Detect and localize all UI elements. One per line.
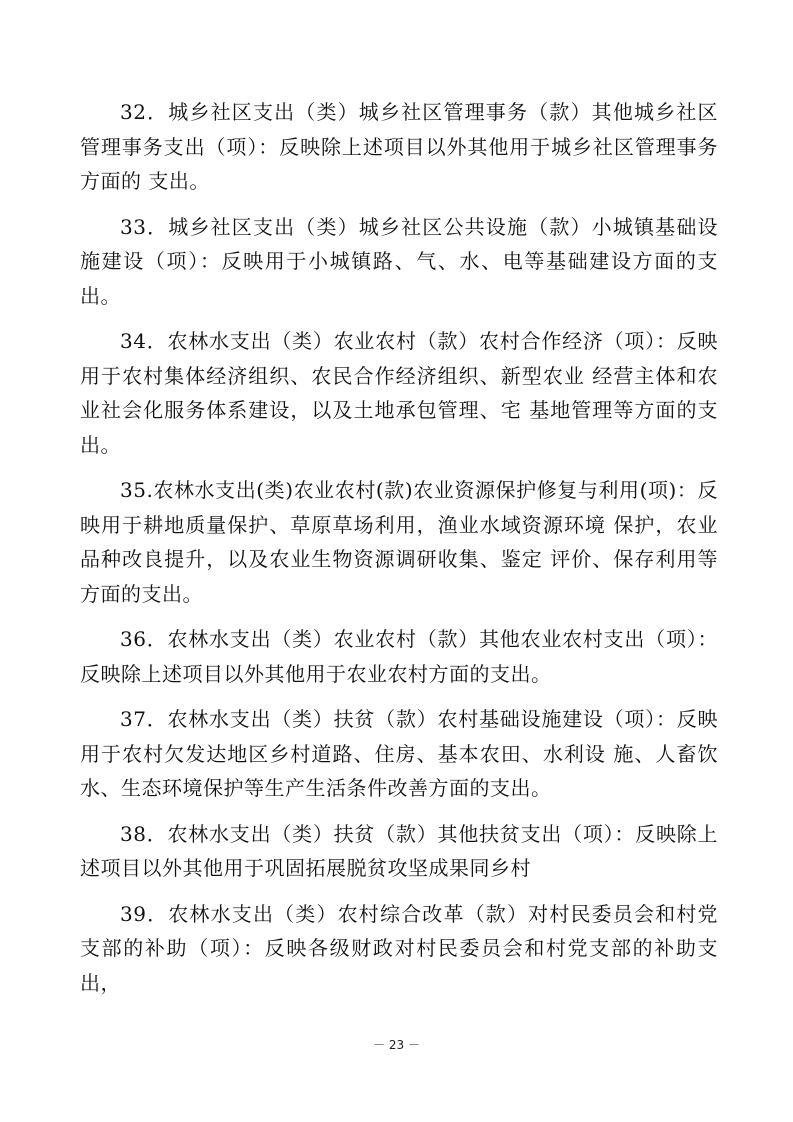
page-number: － 23 － — [373, 1038, 420, 1052]
paragraph-38: 38．农林水支出（类）扶贫（款）其他扶贫支出（项）：反映除上述项目以外其他用于巩固拓展脱贫攻坚成果同乡村 — [80, 821, 718, 880]
paragraph-32: 32．城乡社区支出（类）城乡社区管理事务（款）其他城乡社区管理事务支出（项）：反映除上述项目以外其他用于城乡社区管理事务方面的 支出。 — [80, 100, 718, 193]
paragraph-34: 34．农林水支出（类）农业农村（款）农村合作经济（项）：反映用于农村集体经济组织、农民合作经济组织、新型农业 经营主体和农业社会化服务体系建设，以及土地承包管理、宅 基地管理等方面的支出。 — [80, 329, 718, 457]
paragraph-39: 39．农林水支出（类）农村综合改革（款）对村民委员会和村党支部的补助（项）：反映各级财政对村民委员会和村党支部的补助支出， — [80, 901, 718, 995]
paragraph-35: 35.农林水支出(类)农业农村(款)农业资源保护修复与利用(项)：反映用于耕地质量保护、草原草场利用，渔业水域资源环境 保护，农业品种改良提升，以及农业生物资源调研收集、鉴定 评价、保存利用等方面的支出。 — [80, 478, 718, 606]
paragraph-36: 36．农林水支出（类）农业农村（款）其他农业农村支出（项）：反映除上述项目以外其他用于农业农村方面的支出。 — [80, 627, 718, 686]
paragraph-37: 37．农林水支出（类）扶贫（款）农村基础设施建设（项）：反映用于农村欠发达地区乡村道路、住房、基本农田、水利设 施、人畜饮水、生态环境保护等生产生活条件改善方面的支出。 — [80, 707, 718, 800]
document-body — [80, 95, 718, 1011]
paragraph-33: 33．城乡社区支出（类）城乡社区公共设施（款）小城镇基础设施建设（项）：反映用于小城镇路、气、水、电等基础建设方面的支出。 — [80, 214, 718, 308]
